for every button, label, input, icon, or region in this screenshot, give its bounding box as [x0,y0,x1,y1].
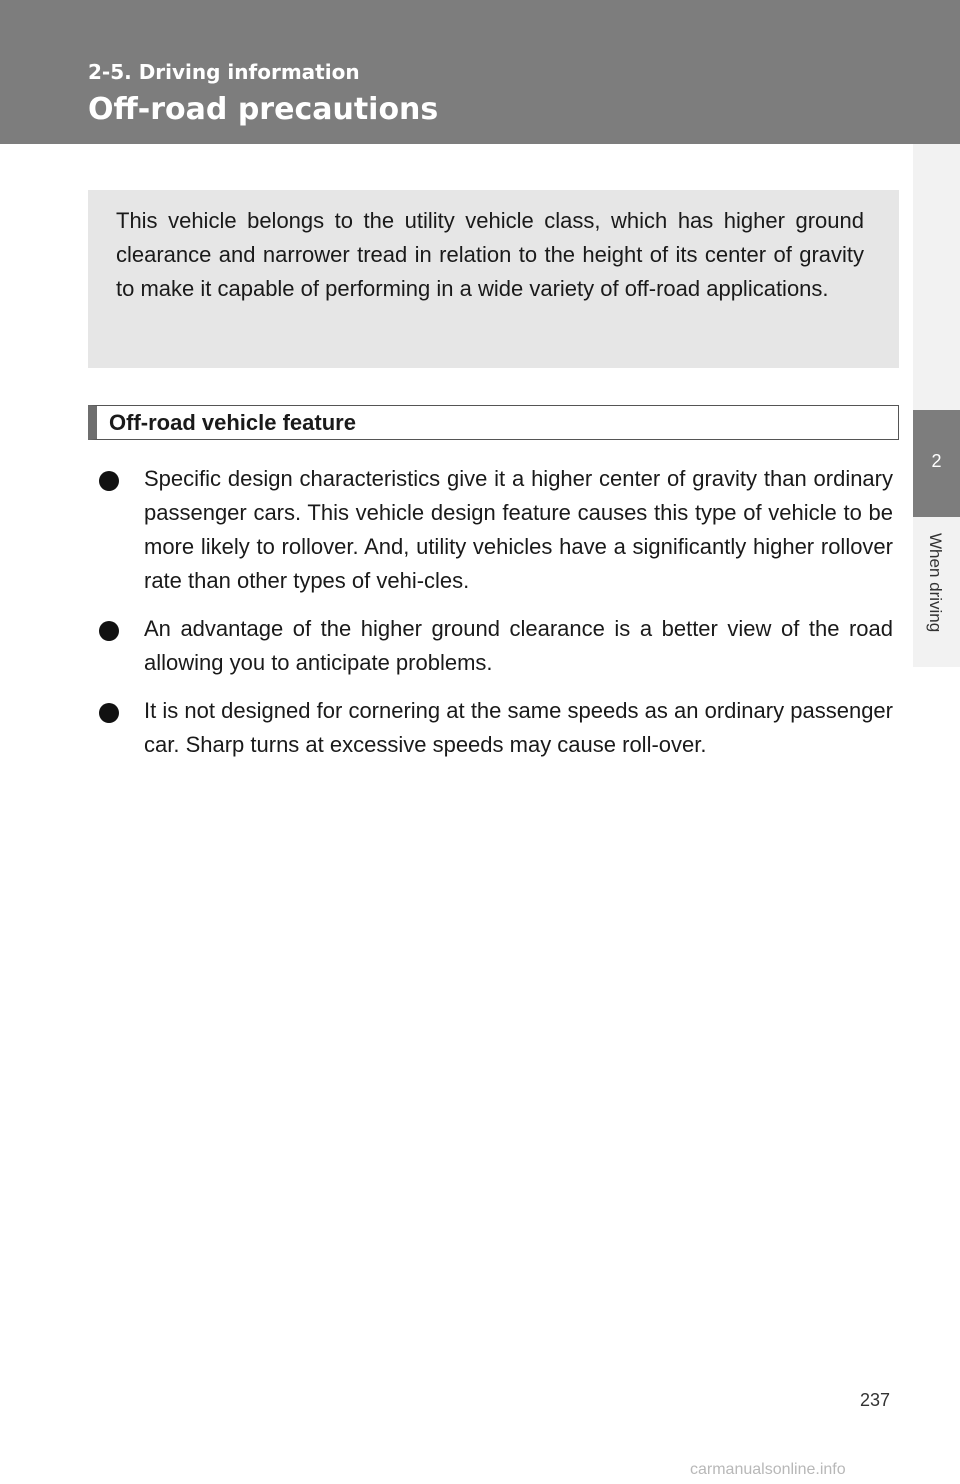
section-label: 2-5. Driving information [88,60,360,84]
chapter-name: When driving [926,533,945,633]
page-number: 237 [860,1390,891,1410]
page-title: Off-road precautions [88,92,439,127]
section-heading: Off-road vehicle feature [88,405,899,440]
watermark: carmanualsonline.info [690,1461,846,1478]
bullet-icon [99,703,119,723]
bullet-icon [99,471,119,491]
list-item-text: It is not designed for cornering at the same speeds as an ordinary passenger car. Sharp turns at excessive speeds may cause roll-over. [144,698,893,757]
bullet-list [96,462,893,776]
list-item [96,612,893,680]
list-item-text: Specific design characteristics give it a higher center of gravity than ordinary passenger cars. This vehicle design feature causes this type of vehicle to be more likely to rollover. And, utility vehicles have a significantly higher rollover rate than other types of vehi-cles. [144,466,893,593]
chapter-number: 2 [931,451,942,471]
intro-text: This vehicle belongs to the utility vehicle class, which has higher ground clearance and narrower tread in relation to the height of its center of gravity to make it capable of performing in a wide variety of off-road applications. [116,208,864,301]
list-item [96,462,893,598]
list-item [96,694,893,762]
intro-box [88,190,899,368]
bullet-icon [99,621,119,641]
list-item-text: An advantage of the higher ground clearance is a better view of the road allowing you to anticipate problems. [144,616,893,675]
